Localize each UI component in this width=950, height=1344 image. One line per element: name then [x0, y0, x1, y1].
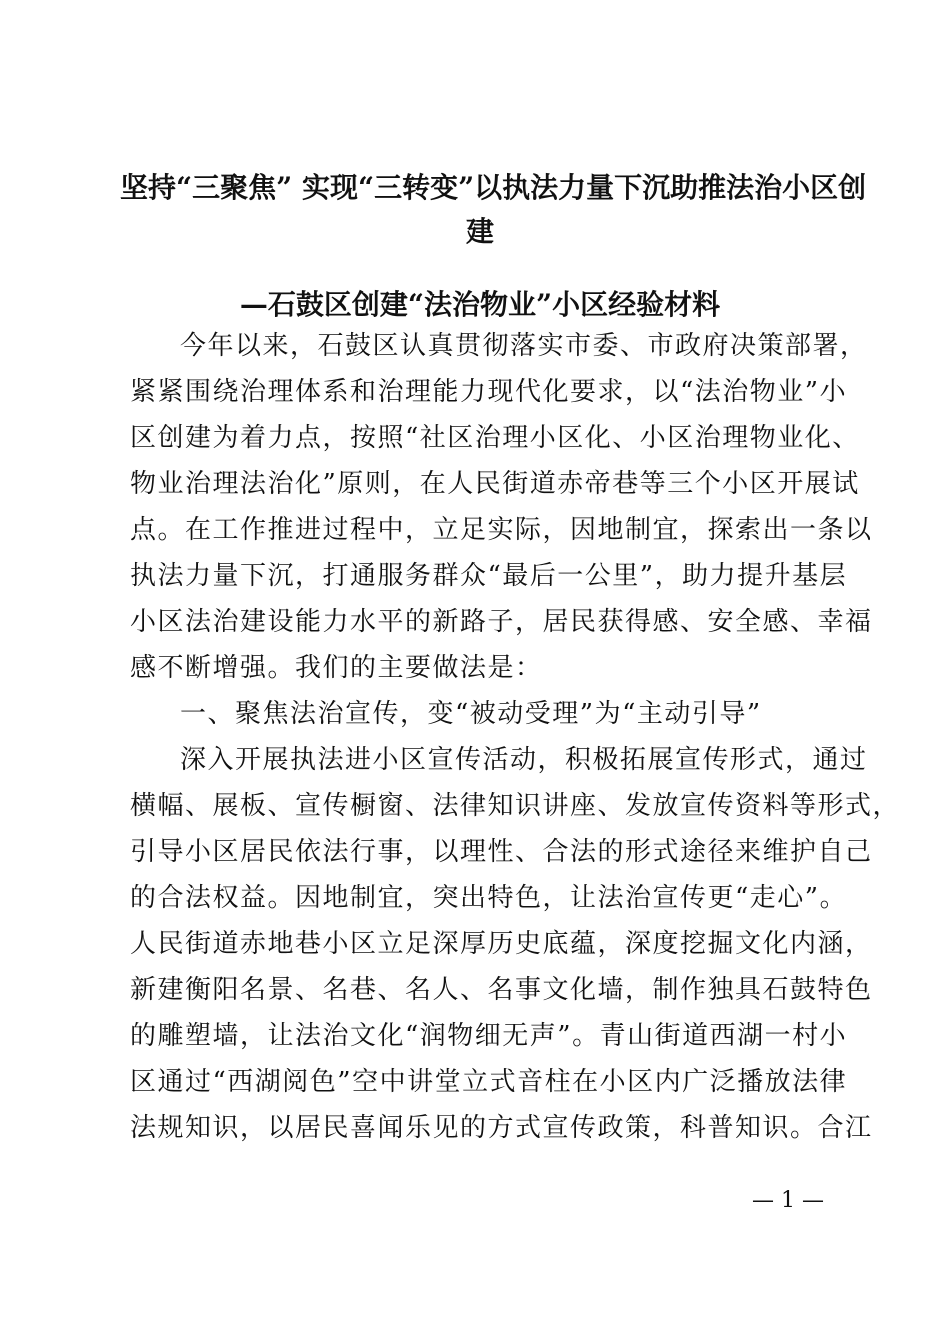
- document-subtitle: —石鼓区创建“法治物业”小区经验材料: [239, 288, 721, 321]
- paragraph-line: 区通过“西湖阅色”空中讲堂立式音柱在小区内广泛播放法律: [130, 1067, 848, 1097]
- document-title-line-1: 坚持“三聚焦” 实现“三转变”以执法力量下沉助推法治小区创: [120, 171, 867, 204]
- document-title-line-2: 建: [465, 215, 494, 248]
- paragraph-line: 法规知识，以居民喜闻乐见的方式宣传政策，科普知识。合江: [130, 1113, 873, 1143]
- paragraph-line: 横幅、展板、宣传橱窗、法律知识讲座、发放宣传资料等形式，: [130, 791, 901, 821]
- paragraph-line: 新建衡阳名景、名巷、名人、名事文化墙，制作独具石鼓特色: [130, 975, 873, 1005]
- paragraph-line: 的合法权益。因地制宜，突出特色，让法治宣传更“走心”。: [130, 883, 848, 913]
- paragraph-line: 的雕塑墙，让法治文化“润物细无声”。青山街道西湖一村小: [130, 1021, 848, 1051]
- paragraph-line: 引导小区居民依法行事，以理性、合法的形式途径来维护自己: [130, 837, 873, 867]
- paragraph-line: 物业治理法治化”原则，在人民街道赤帝巷等三个小区开展试: [130, 469, 860, 499]
- paragraph-line: 执法力量下沉，打通服务群众“最后一公里”，助力提升基层: [130, 561, 848, 591]
- paragraph-line: 今年以来，石鼓区认真贯彻落实市委、市政府决策部署，: [180, 331, 868, 361]
- paragraph-line: 点。在工作推进过程中，立足实际，因地制宜，探索出一条以: [130, 515, 873, 545]
- page-number: — 1 —: [752, 1188, 824, 1213]
- paragraph-line: 小区法治建设能力水平的新路子，居民获得感、安全感、幸福: [130, 607, 873, 637]
- paragraph-line: 区创建为着力点，按照“社区治理小区化、小区治理物业化、: [130, 423, 860, 453]
- paragraph-line: 感不断增强。我们的主要做法是：: [130, 653, 543, 683]
- section-heading: 一、聚焦法治宣传，变“被动受理”为“主动引导”: [180, 699, 762, 729]
- paragraph-line: 人民街道赤地巷小区立足深厚历史底蕴，深度挖掘文化内涵，: [130, 929, 873, 959]
- paragraph-line: 紧紧围绕治理体系和治理能力现代化要求，以“法治物业”小: [130, 377, 848, 407]
- paragraph-line: 深入开展执法进小区宣传活动，积极拓展宣传形式，通过: [180, 745, 868, 775]
